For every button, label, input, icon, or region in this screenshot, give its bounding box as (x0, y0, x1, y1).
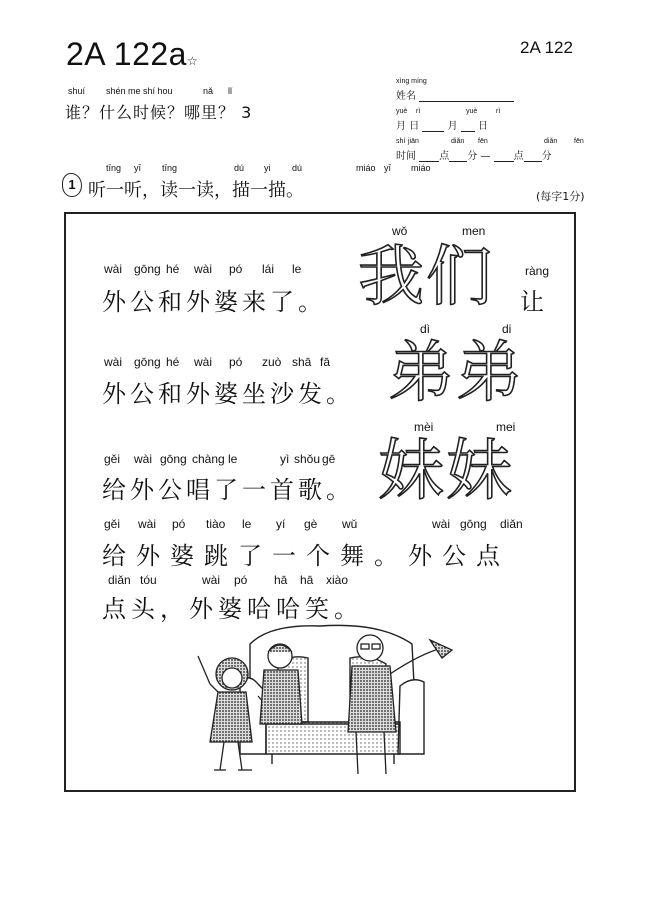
score-note: (每字1分) (536, 190, 585, 203)
time-field-1[interactable] (419, 151, 439, 162)
date-field-2[interactable] (461, 121, 475, 132)
instruction-text: 听一听，读一读，描一描。 (88, 180, 304, 201)
time-field-2[interactable] (449, 151, 467, 162)
time-field-4[interactable] (524, 151, 542, 162)
line-5-text: 点头，外婆哈哈笑。 (102, 595, 363, 623)
trace-1-chars[interactable]: 我们 (358, 238, 494, 315)
line-1-tail-pinyin: ràng (525, 264, 550, 278)
line-3-text: 给外公唱了一首歌。 (102, 476, 354, 504)
worksheet-code: 2A 122a☆ (66, 36, 199, 72)
date-row: 月 日 月 日 (396, 121, 488, 132)
line-1-tail-text: 让 (520, 288, 548, 316)
time-row: 时间 点 分 — 点 分 (396, 151, 552, 162)
name-row: 姓名 (396, 87, 514, 102)
trace-2-chars[interactable]: 弟弟 (388, 334, 524, 411)
date-field-1[interactable] (422, 121, 444, 132)
line-1-text: 外公和外婆来了。 (102, 288, 326, 316)
trace-3-chars[interactable]: 妹妹 (378, 432, 514, 509)
exercise-number: 1 (62, 173, 82, 197)
line-4-text: 给外婆跳了一个舞。外公点 (102, 542, 510, 570)
line-2-text: 外公和外婆坐沙发。 (102, 380, 354, 408)
family-sofa-illustration (180, 614, 460, 784)
time-field-3[interactable] (494, 151, 514, 162)
name-field[interactable] (419, 91, 514, 102)
title-text: 谁？什么时候？哪里？ 3 (65, 103, 253, 122)
worksheet-code-right: 2A 122 (520, 38, 573, 57)
star-icon: ☆ (186, 54, 199, 68)
